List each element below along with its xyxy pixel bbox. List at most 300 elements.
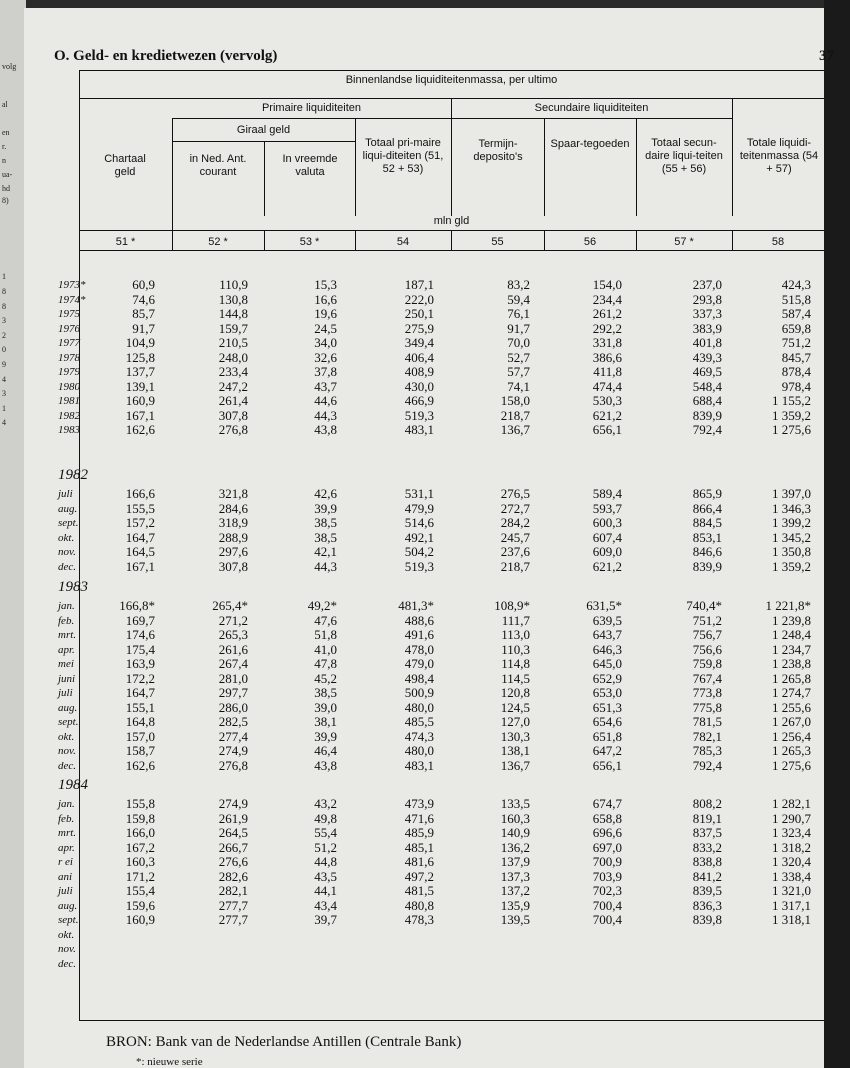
table-cell: 39,0 <box>314 699 337 715</box>
table-cell: 91,7 <box>132 320 155 336</box>
table-cell: 271,2 <box>218 612 248 628</box>
table-cell: 274,9 <box>218 796 248 811</box>
block-heading: 1983 <box>58 579 88 595</box>
table-cell: 838,8 <box>692 854 722 869</box>
table-cell: 1 256,4 <box>772 728 811 744</box>
table-cell: 164,7 <box>125 685 155 700</box>
table-cell: 261,6 <box>218 641 248 657</box>
row-label: okt. <box>58 730 75 743</box>
data-column <box>158 278 248 438</box>
row-label: sept. <box>58 517 79 529</box>
source-line: BRON: Bank van de Nederlandse Antillen (Centrale Bank) <box>106 1034 462 1050</box>
table-cell: 154,0 <box>592 277 622 292</box>
table-cell: 491,6 <box>404 627 434 642</box>
table-cell: 307,8 <box>218 558 248 574</box>
table-cell: 1 359,2 <box>772 407 811 423</box>
header-secondary-label: Secundaire liquiditeiten <box>534 102 649 114</box>
table-cell: 155,8 <box>125 796 155 811</box>
table-cell: 297,7 <box>218 685 248 700</box>
table-cell: 497,2 <box>404 868 434 884</box>
table-cell: 37,8 <box>314 364 337 379</box>
row-label: 1976 <box>58 322 80 335</box>
row-label: juli <box>58 687 73 699</box>
margin-fragment: 4 <box>2 375 6 384</box>
table-cell: 471,6 <box>404 810 434 826</box>
table-cell: 1 318,1 <box>772 912 811 927</box>
header-top-label: Binnenlandse liquiditeitenmassa, per ultimo <box>345 74 558 86</box>
table-cell: 978,4 <box>781 378 811 394</box>
table-cell: 593,7 <box>592 500 622 516</box>
table-cell: 44,6 <box>314 393 337 408</box>
table-cell: 70,0 <box>507 335 530 350</box>
table-cell: 166,6 <box>125 486 155 501</box>
row-label: 1975 <box>58 308 80 320</box>
table-cell: 276,8 <box>218 422 248 437</box>
table-cell: 130,3 <box>500 728 530 744</box>
table-cell: 42,6 <box>314 486 337 501</box>
margin-fragment: 8 <box>2 302 6 311</box>
table-cell: 531,1 <box>404 486 434 501</box>
table-cell: 1 255,6 <box>772 699 811 715</box>
row-label: okt. <box>58 928 75 941</box>
table-cell: 261,9 <box>218 810 248 826</box>
row-label: aug. <box>58 899 78 912</box>
table-cell: 645,0 <box>592 656 622 671</box>
table-cell: 60,9 <box>132 277 155 292</box>
header-top-rule <box>79 70 824 71</box>
table-cell: 286,0 <box>218 699 248 715</box>
table-cell: 514,6 <box>404 515 434 530</box>
col-number-52: 52 * <box>208 236 228 248</box>
table-cell: 45,2 <box>314 670 337 686</box>
table-cell: 166,8* <box>119 598 155 613</box>
table-cell: 1 234,7 <box>772 641 811 657</box>
table-cell: 136,7 <box>500 422 530 437</box>
table-cell: 292,2 <box>592 320 622 336</box>
data-column <box>532 797 622 928</box>
table-cell: 839,5 <box>692 883 722 898</box>
table-cell: 759,8 <box>692 656 722 671</box>
table-cell: 41,0 <box>314 641 337 657</box>
table-cell: 700,4 <box>592 912 622 927</box>
page-number: 37 <box>819 48 834 64</box>
table-cell: 424,3 <box>781 277 811 292</box>
table-cell: 504,2 <box>404 544 434 559</box>
section-title: O. Geld- en kredietwezen (vervolg) <box>54 48 278 64</box>
table-cell: 59,4 <box>507 291 530 307</box>
row-label: jan. <box>58 600 75 612</box>
data-column <box>158 599 248 773</box>
table-cell: 411,8 <box>593 364 622 379</box>
table-cell: 767,4 <box>692 670 722 686</box>
table-cell: 125,8 <box>125 349 155 365</box>
margin-fragment: volg <box>2 62 17 71</box>
table-cell: 756,6 <box>692 641 722 657</box>
row-label: juli <box>58 488 73 500</box>
table-cell: 647,2 <box>592 743 622 758</box>
footnote: *: nieuwe serie <box>136 1056 203 1068</box>
table-cell: 659,8 <box>781 320 811 336</box>
table-cell: 866,4 <box>692 500 722 516</box>
table-cell: 137,7 <box>125 364 155 379</box>
table-cell: 218,7 <box>500 407 530 423</box>
unit-label: mln gld <box>433 215 470 227</box>
row-label: 1983 <box>58 424 80 436</box>
table-cell: 600,3 <box>592 515 622 530</box>
table-cell: 155,4 <box>125 883 155 898</box>
table-cell: 819,1 <box>692 810 722 826</box>
table-cell: 488,6 <box>404 612 434 628</box>
table-cell: 16,6 <box>314 291 337 307</box>
table-cell: 500,9 <box>404 685 434 700</box>
table-cell: 52,7 <box>507 349 530 365</box>
table-cell: 1 346,3 <box>772 500 811 516</box>
table-cell: 265,3 <box>218 627 248 642</box>
table-cell: 466,9 <box>404 393 434 408</box>
table-cell: 782,1 <box>692 728 722 744</box>
book-spine-shadow <box>824 0 850 1068</box>
table-cell: 775,8 <box>692 699 722 715</box>
table-cell: 261,4 <box>218 393 248 408</box>
table-cell: 162,6 <box>125 422 155 437</box>
table-cell: 700,9 <box>592 854 622 869</box>
margin-fragment: 8 <box>2 287 6 296</box>
table-cell: 756,7 <box>692 627 722 642</box>
margin-fragment: 2 <box>2 331 6 340</box>
table-cell: 430,0 <box>404 378 434 394</box>
table-cell: 697,0 <box>592 839 622 855</box>
table-cell: 108,9* <box>494 598 530 613</box>
table-cell: 276,5 <box>500 486 530 501</box>
table-cell: 651,3 <box>592 699 622 715</box>
table-cell: 43,4 <box>314 897 337 913</box>
table-cell: 480,8 <box>404 897 434 913</box>
table-cell: 1 239,8 <box>772 612 811 628</box>
table-cell: 480,0 <box>404 743 434 758</box>
row-label: sept. <box>58 716 79 728</box>
table-cell: 137,3 <box>500 868 530 884</box>
table-cell: 44,3 <box>314 407 337 423</box>
table-cell: 277,7 <box>218 912 248 927</box>
row-label: feb. <box>58 812 75 825</box>
table-cell: 167,1 <box>125 407 155 423</box>
table-cell: 386,6 <box>592 349 622 365</box>
table-cell: 158,0 <box>500 393 530 408</box>
table-cell: 297,6 <box>218 544 248 559</box>
table-cell: 481,6 <box>404 854 434 869</box>
table-cell: 1 290,7 <box>772 810 811 826</box>
table-cell: 519,3 <box>404 407 434 423</box>
table-cell: 274,9 <box>218 743 248 758</box>
header-rule-3 <box>172 118 732 119</box>
table-cell: 237,0 <box>692 277 722 292</box>
table-cell: 702,3 <box>592 883 622 898</box>
table-cell: 773,8 <box>692 685 722 700</box>
table-cell: 265,4* <box>212 598 248 613</box>
row-label: apr. <box>58 643 75 656</box>
table-cell: 233,4 <box>218 364 248 379</box>
table-cell: 42,1 <box>314 544 337 559</box>
table-cell: 1 282,1 <box>772 796 811 811</box>
table-cell: 700,4 <box>592 897 622 913</box>
table-cell: 587,4 <box>781 306 811 321</box>
row-label: mrt. <box>58 629 77 641</box>
table-cell: 1 274,7 <box>772 685 811 700</box>
col-divider-3 <box>355 118 356 216</box>
table-cell: 160,9 <box>125 912 155 927</box>
table-cell: 74,1 <box>507 378 530 394</box>
table-cell: 307,8 <box>218 407 248 423</box>
table-cell: 187,1 <box>404 277 434 292</box>
table-cell: 643,7 <box>592 627 622 642</box>
table-cell: 284,2 <box>500 515 530 530</box>
table-cell: 485,9 <box>404 825 434 840</box>
table-cell: 483,1 <box>404 422 434 437</box>
table-cell: 245,7 <box>500 529 530 545</box>
table-cell: 688,4 <box>692 393 722 408</box>
row-label: dec. <box>58 759 77 772</box>
table-cell: 83,2 <box>507 277 530 292</box>
table-cell: 39,9 <box>314 728 337 744</box>
col-divider-5 <box>544 118 545 216</box>
table-cell: 57,7 <box>507 364 530 379</box>
table-cell: 652,9 <box>592 670 622 686</box>
table-cell: 275,9 <box>404 320 434 336</box>
table-cell: 751,2 <box>781 335 811 350</box>
table-cell: 519,3 <box>404 558 434 574</box>
table-cell: 164,7 <box>125 529 155 545</box>
table-cell: 157,2 <box>125 515 155 530</box>
table-cell: 656,1 <box>592 757 622 773</box>
data-column <box>721 278 811 438</box>
table-cell: 481,3* <box>398 598 434 613</box>
row-label: 1973* <box>58 279 86 291</box>
data-column <box>532 487 622 574</box>
table-cell: 169,7 <box>125 612 155 628</box>
table-cell: 43,7 <box>314 378 337 394</box>
table-cell: 137,9 <box>500 854 530 869</box>
table-cell: 159,6 <box>125 897 155 913</box>
table-cell: 1 345,2 <box>772 529 811 545</box>
table-cell: 1 221,8* <box>765 598 811 613</box>
table-cell: 658,8 <box>592 810 622 826</box>
table-cell: 130,8 <box>218 291 248 307</box>
table-cell: 44,3 <box>314 558 337 574</box>
block-heading: 1984 <box>58 777 88 793</box>
table-cell: 44,8 <box>314 854 337 869</box>
table-cell: 646,3 <box>592 641 622 657</box>
table-cell: 703,9 <box>592 868 622 884</box>
table-cell: 383,9 <box>692 320 722 336</box>
data-column <box>721 599 811 773</box>
table-cell: 277,4 <box>218 728 248 744</box>
table-cell: 38,5 <box>314 685 337 700</box>
table-cell: 884,5 <box>692 515 722 530</box>
table-cell: 515,8 <box>781 291 811 307</box>
data-column <box>440 278 530 438</box>
header-giraal-label: Giraal geld <box>236 124 291 136</box>
row-label: nov. <box>58 546 76 558</box>
row-label: juli <box>58 885 73 897</box>
table-cell: 264,5 <box>218 825 248 840</box>
table-cell: 696,6 <box>592 825 622 840</box>
table-cell: 837,5 <box>692 825 722 840</box>
margin-fragment: en <box>2 128 10 137</box>
data-column <box>158 797 248 928</box>
data-column <box>440 487 530 574</box>
table-cell: 43,8 <box>314 422 337 437</box>
row-label: sept. <box>58 914 79 926</box>
table-cell: 47,8 <box>314 656 337 671</box>
table-cell: 111,7 <box>501 612 530 628</box>
table-cell: 136,7 <box>500 757 530 773</box>
table-cell: 114,8 <box>501 656 530 671</box>
table-cell: 485,1 <box>404 839 434 855</box>
table-cell: 845,7 <box>781 349 811 365</box>
data-column <box>344 797 434 928</box>
table-cell: 135,9 <box>500 897 530 913</box>
data-column <box>532 599 622 773</box>
table-cell: 293,8 <box>692 291 722 307</box>
row-label: ani <box>58 870 73 883</box>
table-cell: 607,4 <box>592 529 622 545</box>
table-cell: 284,6 <box>218 500 248 516</box>
table-cell: 155,1 <box>125 699 155 715</box>
col-number-55: 55 <box>491 236 504 248</box>
table-cell: 138,1 <box>500 743 530 758</box>
table-cell: 104,9 <box>125 335 155 350</box>
margin-fragment: hd <box>2 184 10 193</box>
table-cell: 159,7 <box>218 320 248 336</box>
table-cell: 136,2 <box>500 839 530 855</box>
margin-fragment: 4 <box>2 418 6 427</box>
table-cell: 43,8 <box>314 757 337 773</box>
table-cell: 46,4 <box>314 743 337 758</box>
table-cell: 480,0 <box>404 699 434 715</box>
table-cell: 139,1 <box>125 378 155 394</box>
table-cell: 1 155,2 <box>772 393 811 408</box>
table-cell: 631,5* <box>586 598 622 613</box>
table-cell: 478,0 <box>404 641 434 657</box>
table-cell: 43,5 <box>314 868 337 884</box>
data-column <box>158 487 248 574</box>
table-cell: 839,9 <box>692 558 722 574</box>
table-cell: 609,0 <box>592 544 622 559</box>
table-cell: 237,6 <box>500 544 530 559</box>
table-cell: 1 399,2 <box>772 515 811 530</box>
row-label: juni <box>58 672 76 685</box>
table-cell: 1 359,2 <box>772 558 811 574</box>
margin-fragment: 1 <box>2 272 6 281</box>
table-cell: 408,9 <box>404 364 434 379</box>
data-column <box>632 797 722 928</box>
table-cell: 164,5 <box>125 544 155 559</box>
table-cell: 218,7 <box>500 558 530 574</box>
table-cell: 39,9 <box>314 500 337 516</box>
header-totaal-primair-label: Totaal pri-maire liqui-diteiten (51, 52 + 53) <box>362 137 444 175</box>
table-cell: 401,8 <box>692 335 722 350</box>
row-label: apr. <box>58 841 75 854</box>
table-cell: 1 320,4 <box>772 854 811 869</box>
table-cell: 836,3 <box>692 897 722 913</box>
table-page <box>24 8 834 1068</box>
table-cell: 74,6 <box>132 291 155 307</box>
data-column <box>440 797 530 928</box>
table-cell: 318,9 <box>218 515 248 530</box>
row-label: dec. <box>58 560 77 573</box>
row-label: feb. <box>58 614 75 627</box>
table-cell: 479,9 <box>404 500 434 516</box>
table-cell: 144,8 <box>218 306 248 321</box>
table-cell: 530,3 <box>592 393 622 408</box>
data-column <box>247 599 337 773</box>
col-divider-4 <box>451 98 452 216</box>
data-column <box>344 278 434 438</box>
table-cell: 276,8 <box>218 757 248 773</box>
row-label: aug. <box>58 701 78 714</box>
table-cell: 474,3 <box>404 728 434 744</box>
table-cell: 162,6 <box>125 757 155 773</box>
data-column <box>247 797 337 928</box>
data-column <box>65 487 155 574</box>
margin-fragment: 8) <box>2 196 9 205</box>
table-cell: 498,4 <box>404 670 434 686</box>
table-cell: 473,9 <box>404 796 434 811</box>
table-cell: 19,6 <box>314 306 337 321</box>
table-cell: 785,3 <box>692 743 722 758</box>
table-cell: 55,4 <box>314 825 337 840</box>
table-cell: 839,8 <box>692 912 722 927</box>
table-cell: 38,5 <box>314 515 337 530</box>
table-cell: 120,8 <box>500 685 530 700</box>
table-cell: 51,8 <box>314 627 337 642</box>
table-cell: 210,5 <box>218 335 248 350</box>
margin-fragment: 3 <box>2 389 6 398</box>
col-divider-6 <box>636 118 637 216</box>
table-cell: 349,4 <box>404 335 434 350</box>
table-cell: 656,1 <box>592 422 622 437</box>
data-column <box>65 278 155 438</box>
table-cell: 1 275,6 <box>772 422 811 437</box>
table-cell: 277,7 <box>218 897 248 913</box>
col-divider-7 <box>732 98 733 216</box>
table-cell: 43,2 <box>314 796 337 811</box>
header-bottom-rule <box>79 250 824 251</box>
table-cell: 406,4 <box>404 349 434 365</box>
row-label: 1978 <box>58 351 80 364</box>
table-cell: 483,1 <box>404 757 434 773</box>
header-totale-label: Totale liquidi-teitenmassa (54 + 57) <box>739 137 819 175</box>
table-cell: 32,6 <box>314 349 337 365</box>
table-cell: 853,1 <box>692 529 722 545</box>
table-cell: 159,8 <box>125 810 155 826</box>
table-cell: 792,4 <box>692 757 722 773</box>
table-cell: 481,5 <box>404 883 434 898</box>
table-cell: 846,6 <box>692 544 722 559</box>
data-column <box>344 487 434 574</box>
table-cell: 163,9 <box>125 656 155 671</box>
data-column <box>532 278 622 438</box>
table-cell: 167,2 <box>125 839 155 855</box>
row-label: 1980 <box>58 380 80 393</box>
table-cell: 839,9 <box>692 407 722 423</box>
table-cell: 589,4 <box>592 486 622 501</box>
margin-fragment: 3 <box>2 316 6 325</box>
block-heading: 1982 <box>58 467 88 483</box>
table-cell: 674,7 <box>592 796 622 811</box>
table-cell: 127,0 <box>500 714 530 729</box>
table-cell: 248,0 <box>218 349 248 365</box>
